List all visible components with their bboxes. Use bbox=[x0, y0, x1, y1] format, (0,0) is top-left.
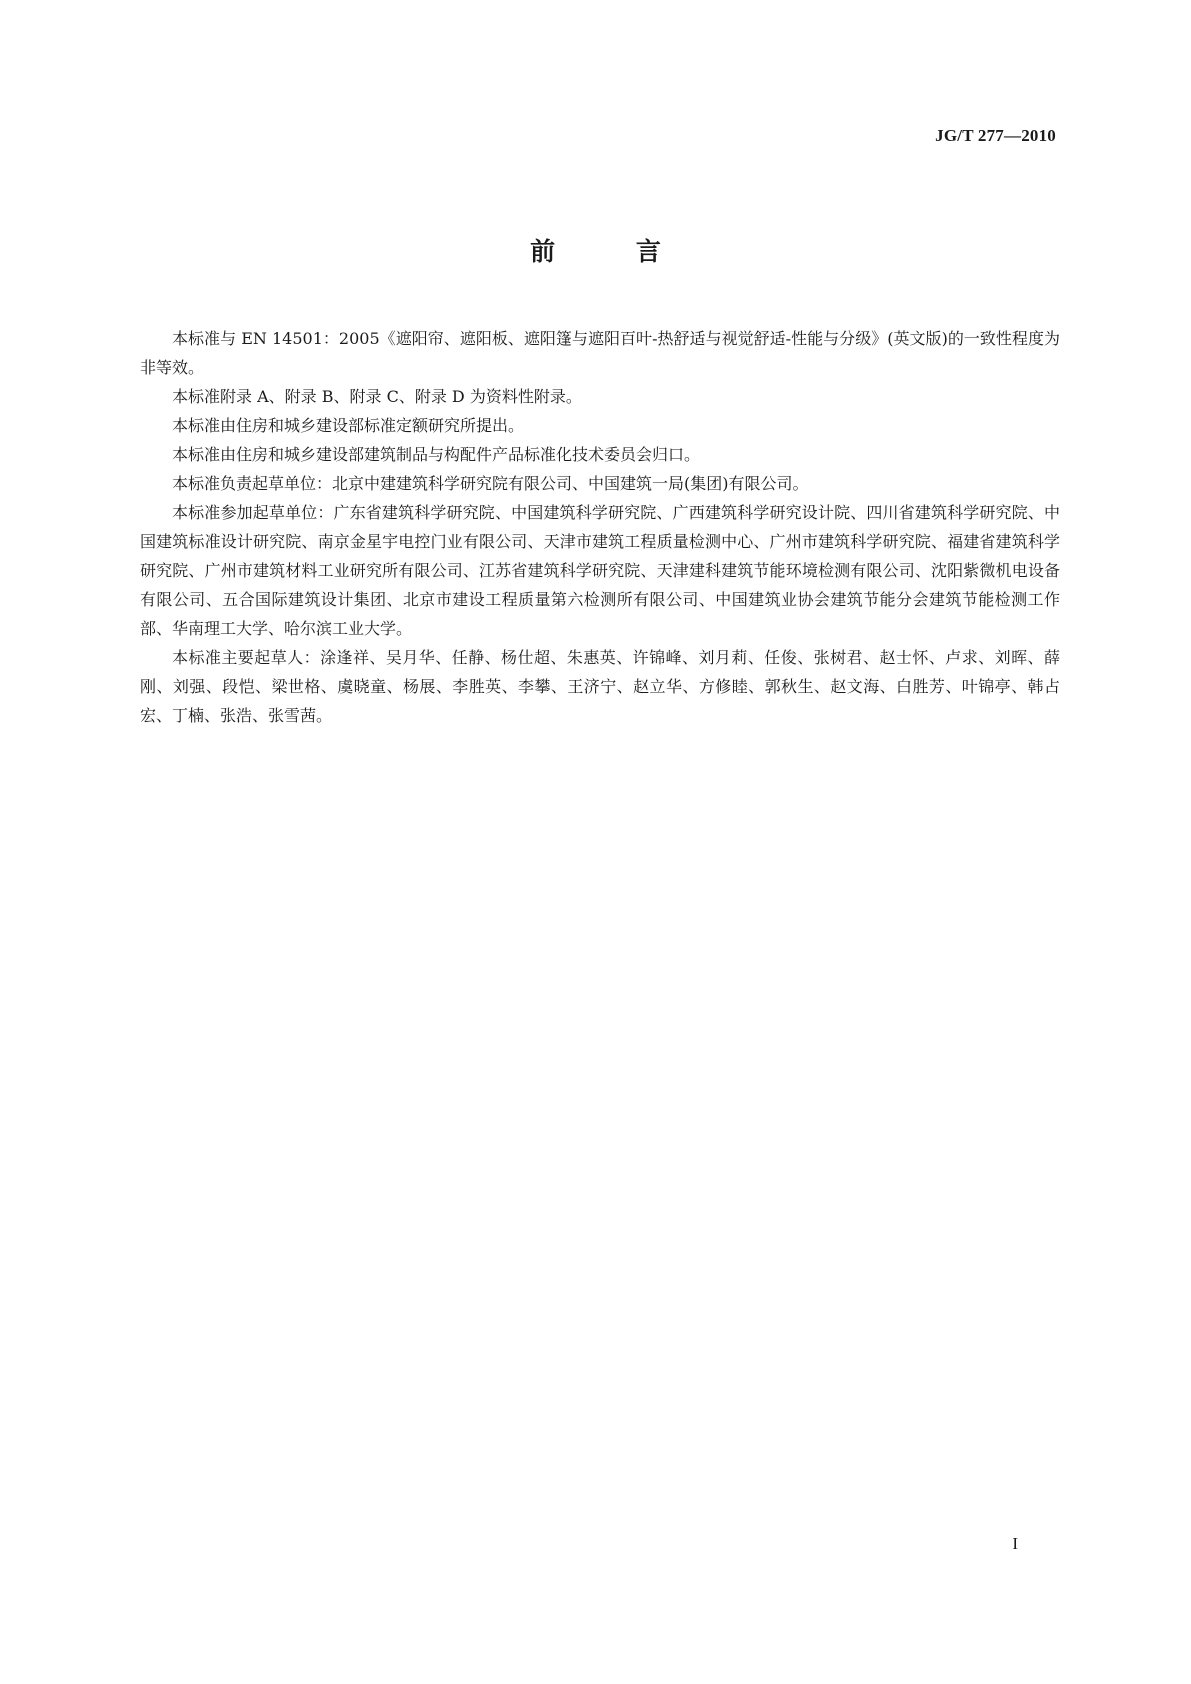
paragraph-managed-by: 本标准由住房和城乡建设部建筑制品与构配件产品标准化技术委员会归口。 bbox=[172, 445, 701, 464]
foreword-body bbox=[140, 324, 1060, 730]
page-title: 前 言 bbox=[530, 237, 697, 266]
paragraph-appendices: 本标准附录 A、附录 B、附录 C、附录 D 为资料性附录。 bbox=[172, 387, 582, 406]
paragraph-participating-drafters: 本标准参加起草单位：广东省建筑科学研究院、中国建筑科学研究院、广西建筑科学研究设计院、四川省建筑科学研究院、中国建筑标准设计研究院、南京金星宇电控门业有限公司、天津市建筑工程质量检测中心、广州市建筑科学研究院、福建省建筑科学研究院、广州市建筑材料工业研究所有限公司、江苏省建筑科学研究院、天津建科建筑节能环境检测有限公司、沈阳紫微机电设备有限公司、五合国际建筑设计集团、北京市建设工程质量第六检测所有限公司、中国建筑业协会建筑节能分会建筑节能检测工作部、华南理工大学、哈尔滨工业大学。 bbox=[140, 503, 1060, 638]
page-number: I bbox=[1012, 1534, 1018, 1553]
paragraph-lead-drafters: 本标准负责起草单位：北京中建建筑科学研究院有限公司、中国建筑一局(集团)有限公司。 bbox=[172, 474, 809, 493]
standard-number: JG/T 277—2010 bbox=[935, 126, 1056, 145]
paragraph-main-drafters: 本标准主要起草人：涂逢祥、吴月华、任静、杨仕超、朱惠英、许锦峰、刘月莉、任俊、张树君、赵士怀、卢求、刘晖、薛刚、刘强、段恺、梁世格、虞晓童、杨展、李胜英、李攀、王济宁、赵立华、方修睦、郭秋生、赵文海、白胜芳、叶锦亭、韩占宏、丁楠、张浩、张雪茜。 bbox=[140, 648, 1060, 725]
paragraph-equivalence: 本标准与 EN 14501：2005《遮阳帘、遮阳板、遮阳篷与遮阳百叶-热舒适与视觉舒适-性能与分级》(英文版)的一致性程度为非等效。 bbox=[140, 329, 1060, 377]
paragraph-proposed-by: 本标准由住房和城乡建设部标准定额研究所提出。 bbox=[172, 416, 525, 435]
